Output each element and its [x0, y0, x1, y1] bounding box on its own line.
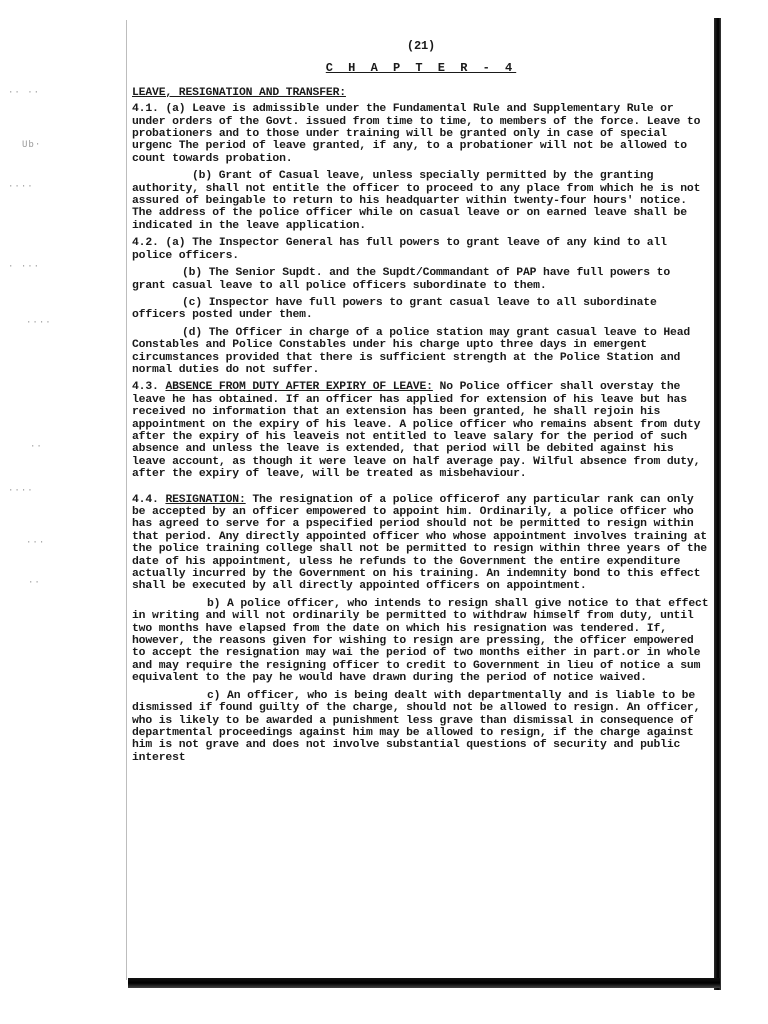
page-bottom-shadow — [128, 978, 720, 988]
document-page — [132, 40, 710, 970]
margin-mark: ·· ·· — [8, 88, 41, 98]
clause-text: The resignation of a police officerof any particular rank can only be accepted by an officer empowered to appoint him. Ordinarily, a police officer who has agreed to serve for a pspecified period should not be permitted to resign within that period. Any directly appointed officer who whose appointment involves training at the police training college shall not be permitted to resign within three years of the date of his appointment, uless he refunds to the Government the entire expenditure actually incurred by the Government on his training. An indemnity bond to this effect shall be executed by all directly appointed officers on appointment. — [132, 493, 707, 593]
clause-number: 4.1. — [132, 103, 159, 116]
margin-mark: · ··· — [8, 262, 41, 272]
paragraph-4-1-b: (b) Grant of Casual leave, unless specially permitted by the granting authority, shall not entitle the officer to proceed to any place from which he is not assured of beingable to return to his headquarter within twenty-four hours' notice. The address of the police officer while on casual leave or on earned leave shall be indicated in the leave application. — [132, 170, 701, 232]
paragraph-4-4-b: b) A police officer, who intends to resign shall give notice to that effect in writing and will not ordinarily be permitted to withdraw himself from duty, until two months have elapsed from the date on which his resignation was tendered. If, however, the reasons given for wishing to resign are pressing, the officer empowered to accept the resignation may wai the period of two months either in part.or in whole and may require the resigning officer to credit to Government in lieu of notice a sum equivalent to the pay he would have drawn during the period of notice waived. — [132, 597, 709, 685]
clause-text: No Police officer shall overstay the leave he has obtained. If an officer has applied for extension of his leave but has received no information that an extension has been granted, he shall rejoin his appointment on the expiry of his leave. A police officer who remains absent from duty after the expiry of his leaveis not entitled to leave salary for the period of such absence and unless the leave is extended, that period will be debited against his leave account, as though it were leave on half average pay. Wilful absence from duty, after the expiry of leave, will be treated as misbehaviour. — [132, 381, 701, 481]
page-right-shadow — [714, 18, 721, 990]
margin-mark: ···· — [8, 182, 34, 192]
section-title: LEAVE, RESIGNATION AND TRANSFER: — [132, 86, 346, 99]
margin-mark: ·· — [30, 442, 43, 452]
clause-number: 4.4. — [132, 493, 159, 506]
chapter-heading: C H A P T E R - 4 — [325, 61, 517, 76]
paragraph-4-4-c: c) An officer, who is being dealt with departmentally and is liable to be dismissed if found guilty of the charge, should not be allowed to resign. An officer, who is likely to be awarded a punishment less grave than dismissal in consequence of departmental proceedings against him may be allowed to resign, if the charge against him is not grave and does not involve substantial questions of security and public interest — [132, 689, 701, 764]
paragraph-4-2-a: 4.2. (a) The Inspector General has full powers to grant leave of any kind to all police officers. — [132, 237, 667, 262]
clause-title: ABSENCE FROM DUTY AFTER EXPIRY OF LEAVE: — [165, 381, 433, 394]
clause-text: (a) Leave is admissible under the Fundamental Rule and Supplementary Rule or under orders of the Govt. issued from time to time, to members of the force. Leave to probationers and to those under training will be granted only in case of special urgenc The period of leave granted, if any, to a probationer will not be allowed to count towards probation. — [132, 103, 701, 165]
margin-mark: Ub· — [22, 140, 42, 150]
paragraph-4-2-c: (c) Inspector have full powers to grant casual leave to all subordinate officers posted under them. — [132, 296, 657, 322]
page-left-edge — [126, 20, 127, 980]
clause-title: RESIGNATION: — [165, 493, 246, 506]
paragraph-4-4-a — [132, 494, 710, 593]
margin-mark: ···· — [26, 318, 52, 328]
paragraph-4-2-b: (b) The Senior Supdt. and the Supdt/Commandant of PAP have full powers to grant casual leave to all police officers subordinate to them. — [132, 267, 671, 292]
paragraph-4-2-d: (d) The Officer in charge of a police station may grant casual leave to Head Constables and Police Constables under his charge upto three days in emergent circumstances provided that there is sufficient strength at the Police Station and normal duties do not suffer. — [132, 326, 691, 376]
clause-number: 4.3. — [132, 381, 159, 394]
margin-mark: ··· — [26, 538, 46, 548]
margin-bleed-marks — [0, 0, 120, 1024]
paragraph-4-3 — [132, 381, 710, 480]
margin-mark: ·· — [28, 578, 41, 588]
page-number: (21) — [406, 39, 436, 53]
spacer — [132, 486, 710, 494]
paragraph-4-1-a — [132, 103, 710, 165]
margin-mark: ···· — [8, 486, 34, 496]
